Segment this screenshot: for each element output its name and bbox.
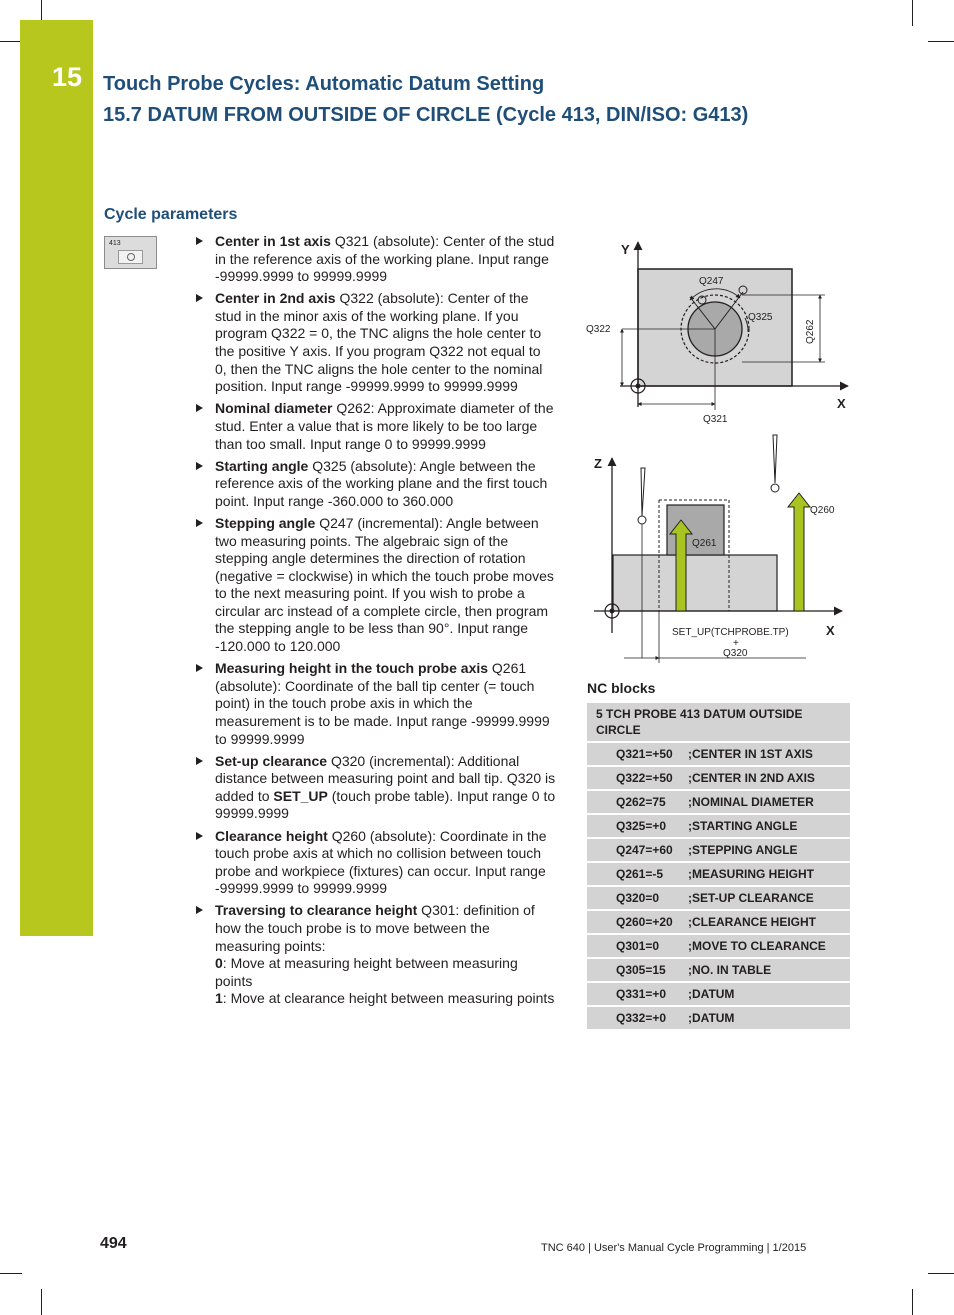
bullet-triangle-icon <box>196 237 203 245</box>
nc-comment: ;DATUM <box>688 982 850 1006</box>
footer-text: TNC 640 | User's Manual Cycle Programming | 1/2015 <box>541 1242 807 1254</box>
table-row <box>587 814 850 838</box>
datum-icon <box>636 384 641 389</box>
nc-code: Q331=+0 <box>587 982 688 1006</box>
chapter-number: 15 <box>52 62 83 92</box>
bullet-triangle-icon <box>196 462 203 470</box>
label-q247: Q247 <box>699 276 724 287</box>
nc-comment: ;CENTER IN 2ND AXIS <box>688 766 850 790</box>
touch-probe-icon <box>773 435 777 483</box>
param-text: Q260 (absolute): Coordinate in the touch probe axis at which no collision between touch probe and workpiece (fixtures) can occur. Input range -99999.9999 to 99999.9999 <box>215 827 547 897</box>
param-term-setup: SET_UP <box>273 787 328 804</box>
table-row-head <box>587 703 850 742</box>
section-title: 15.7 DATUM FROM OUTSIDE OF CIRCLE (Cycle 413, DIN/ISO: G413) <box>103 104 749 126</box>
crop-mark <box>0 41 22 42</box>
crop-mark <box>912 1289 913 1315</box>
axis-label-y: Y <box>621 242 630 257</box>
param-setup-clearance <box>196 753 556 823</box>
table-row <box>587 910 850 934</box>
nc-code: Q247=+60 <box>587 838 688 862</box>
table-row <box>587 934 850 958</box>
param-text: Q262: Approximate diameter of the stud. Enter a value that is more likely to be too large than too small. Input range 0 to 99999.9999 <box>215 400 554 452</box>
nc-code: Q320=0 <box>587 886 688 910</box>
crop-mark <box>0 1273 22 1274</box>
param-center-1st-axis <box>196 233 556 286</box>
param-term: Set-up clearance <box>215 752 328 769</box>
q260-arrow <box>788 493 810 611</box>
softkey-graphic <box>118 250 143 264</box>
crop-mark <box>41 1289 42 1315</box>
option-text: : Move at clearance height between measuring points <box>222 990 555 1007</box>
bullet-triangle-icon <box>196 757 203 765</box>
table-row <box>587 838 850 862</box>
param-term: Center in 1st axis <box>215 233 331 249</box>
label-setup: SET_UP(TCHPROBE.TP) <box>672 627 789 638</box>
nc-comment: ;CENTER IN 1ST AXIS <box>688 742 850 766</box>
table-row <box>587 742 850 766</box>
label-q262: Q262 <box>805 319 816 344</box>
crop-mark <box>912 0 913 26</box>
nc-comment: ;NO. IN TABLE <box>688 958 850 982</box>
param-text: Q261 (absolute): Coordinate of the ball tip center (= touch point) in the touch probe axis in which the measurement is to be made. Input range -99999.9999 to 99999.9999 <box>215 660 550 747</box>
nc-head-cell: 5 TCH PROBE 413 DATUM OUTSIDE CIRCLE <box>587 703 850 742</box>
chapter-title: Touch Probe Cycles: Automatic Datum Setting <box>103 73 545 95</box>
axis-label-z: Z <box>594 456 602 471</box>
param-term: Starting angle <box>215 457 309 474</box>
probe-ball-icon <box>638 516 646 524</box>
param-nominal-diameter <box>196 400 556 453</box>
bullet-triangle-icon <box>196 906 203 914</box>
param-clearance-height <box>196 828 556 898</box>
nc-code: Q262=75 <box>587 790 688 814</box>
param-text: Q320 (incremental): Additional distance between measuring point and ball tip. Q320 is added to <box>215 752 556 804</box>
table-row <box>587 886 850 910</box>
nc-code: Q301=0 <box>587 934 688 958</box>
nc-comment: ;MEASURING HEIGHT <box>688 862 850 886</box>
bullet-triangle-icon <box>196 832 203 840</box>
param-text: Q301: definition of how the touch probe is to move between the measuring points: <box>215 902 535 954</box>
option-text: : Move at measuring height between measuring points <box>215 955 518 989</box>
nc-comment: ;STEPPING ANGLE <box>688 838 850 862</box>
param-starting-angle <box>196 458 556 511</box>
datum-icon <box>610 609 615 614</box>
param-measuring-height <box>196 660 556 748</box>
table-row <box>587 790 850 814</box>
nc-comment: ;STARTING ANGLE <box>688 814 850 838</box>
param-term: Center in 2nd axis <box>215 290 336 307</box>
param-term: Measuring height in the touch probe axis <box>215 660 489 677</box>
softkey-circle-icon <box>127 253 135 261</box>
param-term: Nominal diameter <box>215 400 333 417</box>
param-text: Q325 (absolute): Angle between the reference axis of the working plane and the first touch point. Input range -360.000 to 360.000 <box>215 457 548 509</box>
bullet-triangle-icon <box>196 404 203 412</box>
table-row <box>587 766 850 790</box>
param-term: Stepping angle <box>215 514 316 531</box>
softkey-label: 413 <box>109 240 121 247</box>
nc-comment: ;NOMINAL DIAMETER <box>688 790 850 814</box>
nc-comment: ;CLEARANCE HEIGHT <box>688 910 850 934</box>
nc-code: Q261=-5 <box>587 862 688 886</box>
nc-blocks-table <box>587 703 850 1031</box>
nc-code: Q305=15 <box>587 958 688 982</box>
label-plus: + <box>733 638 739 649</box>
label-q261: Q261 <box>692 538 717 549</box>
xz-diagram <box>580 428 860 668</box>
xy-diagram <box>580 232 860 430</box>
nc-comment: ;DATUM <box>688 1006 850 1030</box>
cycle-parameters-heading: Cycle parameters <box>104 206 238 223</box>
param-center-2nd-axis <box>196 290 556 396</box>
param-stepping-angle <box>196 515 556 656</box>
axis-label-x: X <box>837 396 846 411</box>
label-q321: Q321 <box>703 414 728 425</box>
table-row <box>587 982 850 1006</box>
param-term: Clearance height <box>215 827 328 844</box>
param-text: Q247 (incremental): Angle between two measuring points. The algebraic sign of the stepping angle determines the direction of rotation (negative = clockwise) in which the touch probe moves to the next measuring point. If you wish to probe a circular arc instead of a complete circle, then program the stepping angle to be less than 90°. Input range -120.000 to 120.000 <box>215 514 554 655</box>
nc-blocks-heading: NC blocks <box>587 680 656 696</box>
nc-comment: ;SET-UP CLEARANCE <box>688 886 850 910</box>
param-term: Traversing to clearance height <box>215 902 418 919</box>
nc-code: Q322=+50 <box>587 766 688 790</box>
nc-code: Q332=+0 <box>587 1006 688 1030</box>
bullet-triangle-icon <box>196 664 203 672</box>
crop-mark <box>928 41 954 42</box>
chapter-sidebar <box>20 20 93 936</box>
nc-code: Q260=+20 <box>587 910 688 934</box>
bullet-triangle-icon <box>196 294 203 302</box>
touch-probe-icon <box>641 468 645 516</box>
param-text: (touch probe table). Input range 0 to 99999.9999 <box>215 787 556 822</box>
probe-ball-icon <box>771 484 779 492</box>
nc-code: Q325=+0 <box>587 814 688 838</box>
page-number: 494 <box>100 1235 127 1252</box>
bullet-triangle-icon <box>196 519 203 527</box>
axis-label-x: X <box>826 623 835 638</box>
table-row <box>587 1006 850 1030</box>
option-key: 0 <box>215 955 223 972</box>
label-q325: Q325 <box>748 312 773 323</box>
table-row <box>587 862 850 886</box>
parameter-list <box>196 233 556 1012</box>
cycle-413-softkey-icon <box>104 236 157 269</box>
workpiece-base <box>613 555 777 611</box>
table-row <box>587 958 850 982</box>
crop-mark <box>928 1273 954 1274</box>
param-text: Q321 (absolute): Center of the stud in the reference axis of the working plane. Input range -99999.9999 to 99999.9999 <box>215 233 555 285</box>
param-text: Q322 (absolute): Center of the stud in the minor axis of the working plane. If you program Q322 = 0, the TNC aligns the hole center to the positive Y axis. If you program Q322 not equal to 0, then the TNC aligns the hole center to the nominal position. Input range -99999.9999 to 99999.9999 <box>215 290 543 395</box>
nc-code: Q321=+50 <box>587 742 688 766</box>
label-q320: Q320 <box>723 648 748 659</box>
option-key: 1 <box>215 990 223 1007</box>
label-q260: Q260 <box>810 505 835 516</box>
nc-comment: ;MOVE TO CLEARANCE <box>688 934 850 958</box>
param-traversing <box>196 902 556 1008</box>
label-q322: Q322 <box>586 324 611 335</box>
